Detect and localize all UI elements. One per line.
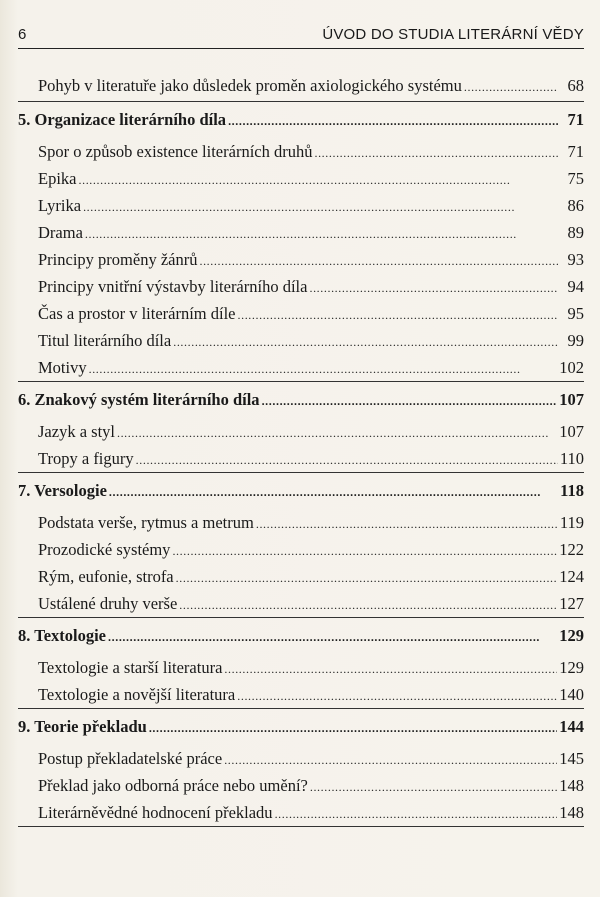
toc-chapter-heading <box>18 709 584 745</box>
toc-chapter-heading <box>18 473 584 509</box>
dot-leader <box>109 473 558 510</box>
toc-entry <box>18 246 584 273</box>
toc-entry-label: Principy proměny žánrů <box>38 250 198 269</box>
dot-leader <box>89 354 558 383</box>
toc-entry <box>18 745 584 772</box>
toc-entry-label: Jazyk a styl <box>38 422 115 441</box>
toc-chapter-heading-page: 144 <box>559 717 584 736</box>
toc-entry <box>18 536 584 563</box>
toc-block-continued <box>18 72 584 102</box>
toc-chapter-heading-label: 7. Versologie <box>18 481 107 500</box>
toc-entry-label: Epika <box>38 169 77 188</box>
running-title: ÚVOD DO STUDIA LITERÁRNÍ VĚDY <box>322 26 584 43</box>
toc-entry-page: 94 <box>567 277 584 296</box>
page-header <box>18 22 584 49</box>
toc-chapter-heading-page: 129 <box>559 626 584 645</box>
toc-entry-page: 95 <box>567 304 584 323</box>
dot-leader <box>117 418 557 447</box>
toc-chapter-block <box>18 102 584 382</box>
toc-entry-label: Lyrika <box>38 196 82 215</box>
dot-leader <box>173 327 558 356</box>
toc-entry-page: 89 <box>567 223 584 242</box>
toc-entry <box>18 654 584 681</box>
toc-entry-page: 145 <box>559 749 584 768</box>
toc-entry-label: Drama <box>38 223 83 242</box>
toc-entry-label: Principy vnitřní výstavby literárního díla <box>38 277 308 296</box>
toc-entry <box>18 327 584 354</box>
toc-entry-label: Textologie a starší literatura <box>38 658 223 677</box>
dot-leader <box>256 509 558 538</box>
toc-chapter-block <box>18 618 584 709</box>
dot-leader <box>464 72 558 101</box>
dot-leader <box>237 681 557 710</box>
toc-entry-page: 140 <box>559 685 584 704</box>
toc-entry-page: 99 <box>567 331 584 350</box>
toc-chapter-block <box>18 382 584 473</box>
toc-entry-label: Podstata verše, rytmus a metrum <box>38 513 254 532</box>
toc-chapter-heading-label: 9. Teorie překladu <box>18 717 147 736</box>
toc-entry-label: Prozodické systémy <box>38 540 171 559</box>
toc-entry-page: 68 <box>567 76 584 95</box>
dot-leader <box>238 300 559 329</box>
toc-entry-label: Tropy a figury <box>38 449 134 468</box>
toc-entry <box>18 509 584 536</box>
toc-entry <box>18 165 584 192</box>
table-of-contents <box>18 72 584 827</box>
dot-leader <box>224 745 557 774</box>
toc-entry-label: Spor o způsob existence literárních druhů <box>38 142 313 161</box>
dot-leader <box>224 654 557 683</box>
toc-entry <box>18 72 584 99</box>
dot-leader <box>172 536 557 565</box>
toc-entry-label: Ustálené druhy verše <box>38 594 178 613</box>
toc-chapter-heading-page: 118 <box>560 481 584 500</box>
toc-entry <box>18 300 584 327</box>
dot-leader <box>314 138 558 167</box>
toc-entry-label: Motivy <box>38 358 87 377</box>
toc-entry-page: 107 <box>559 422 584 441</box>
toc-entry-page: 148 <box>559 803 584 822</box>
page-number: 6 <box>18 26 27 43</box>
toc-entry-page: 71 <box>567 142 584 161</box>
dot-leader <box>199 246 558 275</box>
toc-entry-page: 122 <box>559 540 584 559</box>
toc-chapter-heading-label: 5. Organizace literárního díla <box>18 110 227 129</box>
toc-entry-page: 102 <box>559 358 584 377</box>
dot-leader <box>309 273 558 302</box>
toc-entry <box>18 681 584 708</box>
dot-leader <box>83 192 558 221</box>
toc-entry <box>18 219 584 246</box>
dot-leader <box>228 102 558 139</box>
toc-chapter-heading <box>18 618 584 654</box>
toc-entry <box>18 418 584 445</box>
toc-entry-label: Titul literárního díla <box>38 331 172 350</box>
dot-leader <box>262 382 558 419</box>
toc-chapter-block <box>18 709 584 827</box>
toc-entry-label: Textologie a novější literatura <box>38 685 236 704</box>
toc-entry-label: Překlad jako odborná práce nebo umění? <box>38 776 308 795</box>
toc-entry-page: 119 <box>559 513 584 532</box>
toc-chapter-heading-page: 71 <box>567 110 584 129</box>
dot-leader <box>108 618 557 655</box>
toc-entry-label: Rým, eufonie, strofa <box>38 567 174 586</box>
toc-chapter-heading-page: 107 <box>559 390 584 409</box>
dot-leader <box>179 590 557 619</box>
toc-entry-page: 75 <box>567 169 584 188</box>
toc-entry <box>18 563 584 590</box>
toc-chapter-block <box>18 473 584 618</box>
toc-entry <box>18 354 584 381</box>
toc-entry-page: 148 <box>559 776 584 795</box>
toc-entry <box>18 273 584 300</box>
dot-leader <box>136 445 558 474</box>
toc-chapter-heading-label: 8. Textologie <box>18 626 107 645</box>
toc-entry-page: 129 <box>559 658 584 677</box>
toc-entry-page: 124 <box>559 567 584 586</box>
dot-leader <box>275 799 558 828</box>
toc-entry <box>18 772 584 799</box>
dot-leader <box>176 563 558 592</box>
toc-entry <box>18 799 584 826</box>
toc-entry-page: 110 <box>559 449 584 468</box>
toc-chapters <box>18 102 584 827</box>
toc-entry-page: 86 <box>567 196 584 215</box>
toc-entry <box>18 445 584 472</box>
dot-leader <box>149 709 557 746</box>
toc-entry <box>18 590 584 617</box>
toc-entry-label: Postup překladatelské práce <box>38 749 223 768</box>
toc-entry <box>18 192 584 219</box>
toc-entry <box>18 138 584 165</box>
dot-leader <box>85 219 558 248</box>
toc-chapter-heading <box>18 102 584 138</box>
toc-chapter-heading-label: 6. Znakový systém literárního díla <box>18 390 260 409</box>
toc-chapter-heading <box>18 382 584 418</box>
dot-leader <box>79 165 559 194</box>
toc-entry-label: Pohyb v literatuře jako důsledek proměn axiologického systému <box>38 76 462 95</box>
toc-entry-page: 93 <box>567 250 584 269</box>
toc-entry-label: Literárněvědné hodnocení překladu <box>38 803 273 822</box>
dot-leader <box>310 772 557 801</box>
toc-entry-page: 127 <box>559 594 584 613</box>
toc-entry-label: Čas a prostor v literárním díle <box>38 304 236 323</box>
